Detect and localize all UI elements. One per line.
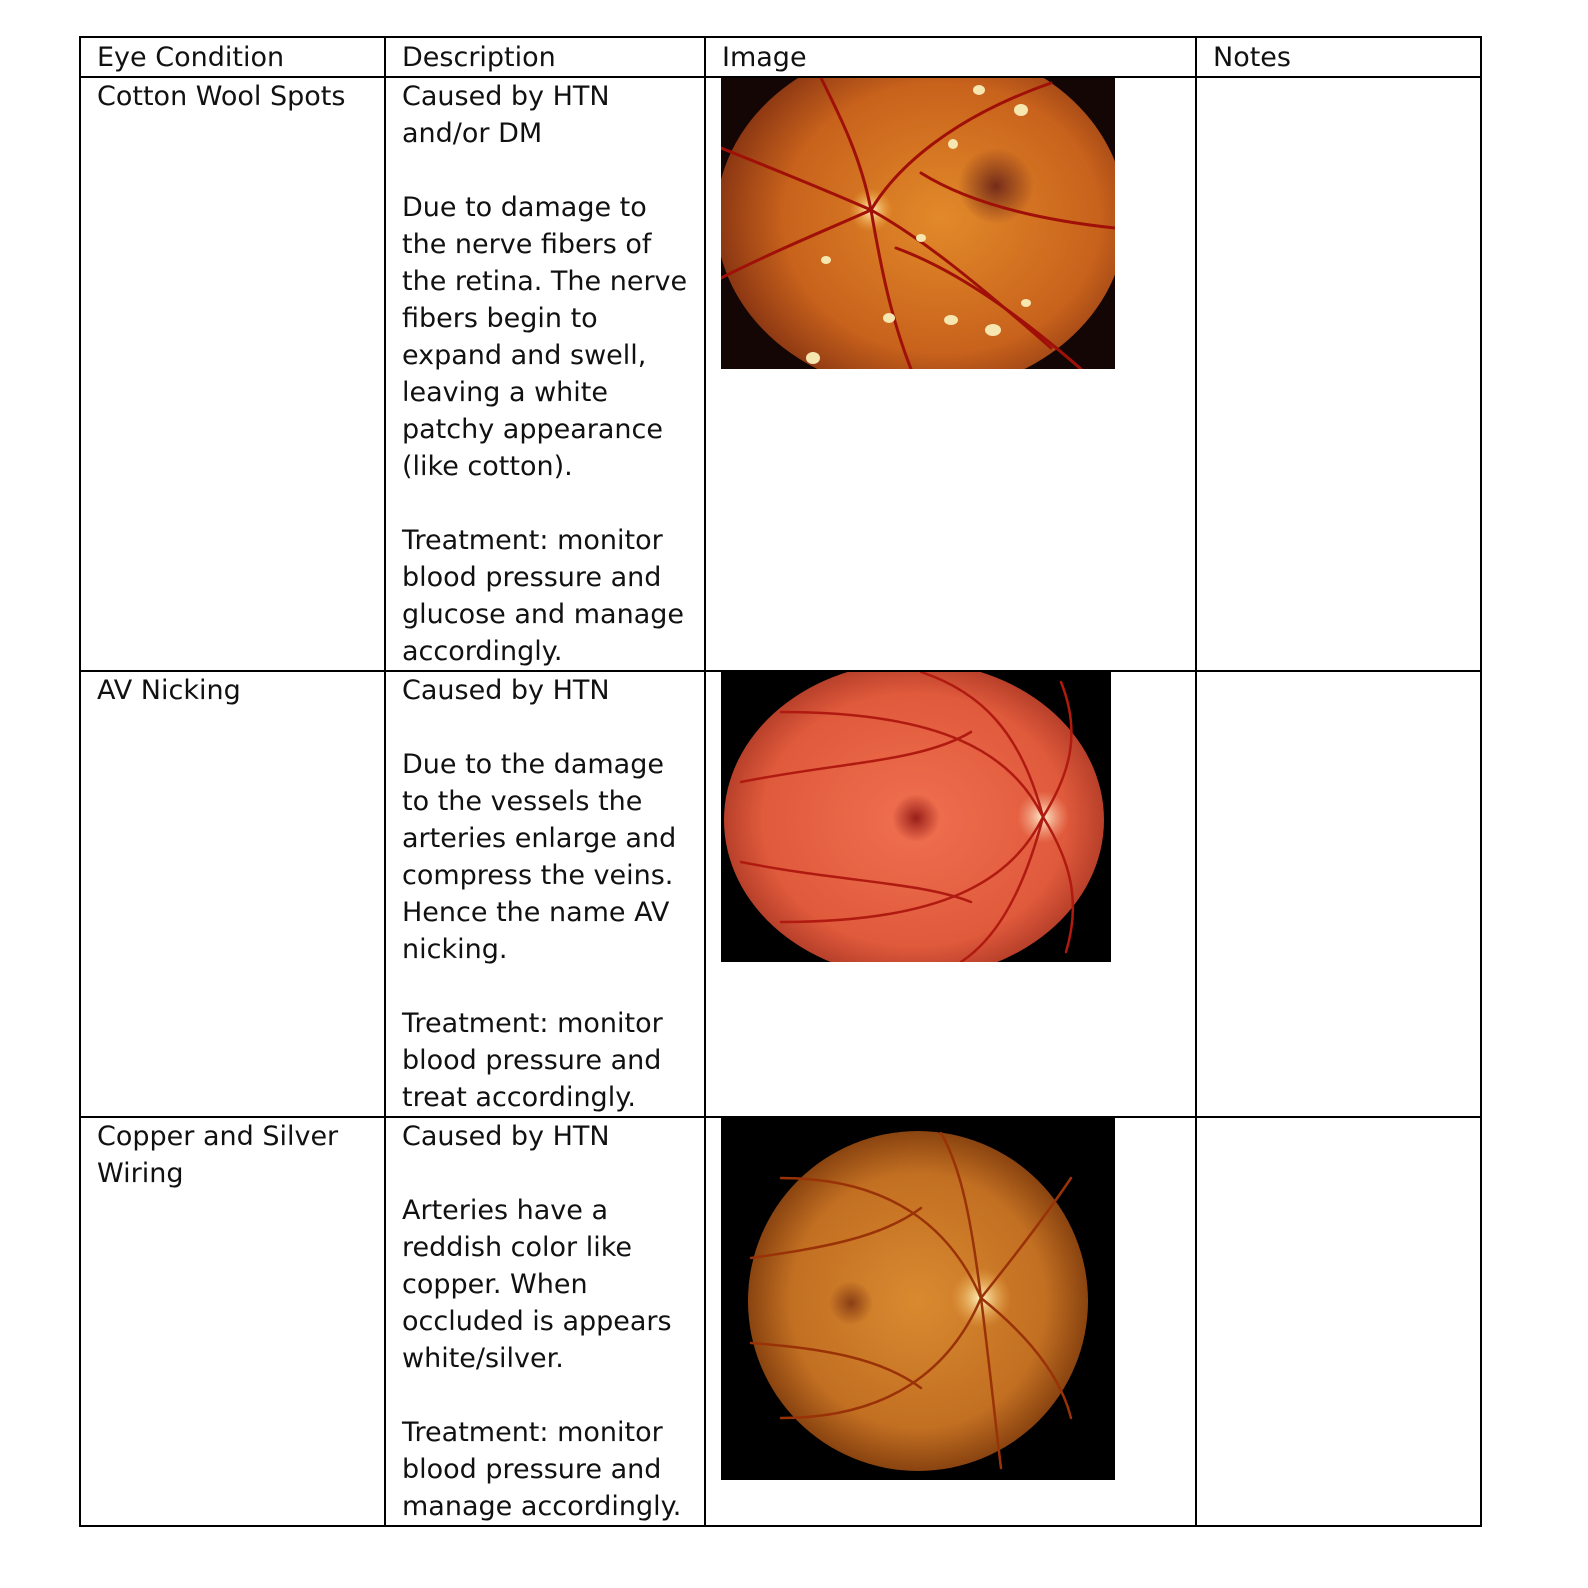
description-treatment: Treatment: monitor blood pressure and glucose and manage accordingly. (402, 525, 685, 667)
notes-cell (1196, 77, 1481, 671)
fundus-photo-av-nicking (721, 672, 1111, 962)
description-cause: Caused by HTN (402, 1121, 610, 1152)
image-cell (705, 671, 1196, 1117)
eye-conditions-table (79, 36, 1482, 1527)
fundus-photo-copper-silver-wiring (721, 1118, 1115, 1480)
description-cell (385, 1117, 705, 1526)
header-row (80, 37, 1481, 77)
eye-conditions-table-wrapper (79, 36, 1480, 1527)
image-cell (705, 1117, 1196, 1526)
table-row (80, 671, 1481, 1117)
condition-cell: Copper and Silver Wiring (80, 1117, 385, 1526)
description-cause: Caused by HTN and/or DM (402, 81, 610, 149)
header-description: Description (385, 37, 705, 77)
condition-cell: AV Nicking (80, 671, 385, 1117)
table-row (80, 1117, 1481, 1526)
description-detail: Due to damage to the nerve fibers of the retina. The nerve fibers begin to expand and swell, leaving a white patchy appearance (like cotton). (402, 192, 688, 482)
description-cause: Caused by HTN (402, 675, 610, 706)
description-cell (385, 77, 705, 671)
header-eye-condition: Eye Condition (80, 37, 385, 77)
condition-cell: Cotton Wool Spots (80, 77, 385, 671)
image-cell (705, 77, 1196, 671)
description-detail: Due to the damage to the vessels the arteries enlarge and compress the veins. Hence the name AV nicking. (402, 749, 677, 965)
notes-cell (1196, 671, 1481, 1117)
description-treatment: Treatment: monitor blood pressure and treat accordingly. (402, 1008, 663, 1113)
fundus-photo-cotton-wool-spots (721, 78, 1115, 369)
notes-cell (1196, 1117, 1481, 1526)
header-image: Image (705, 37, 1196, 77)
description-detail: Arteries have a reddish color like copper. When occluded is appears white/silver. (402, 1195, 672, 1374)
header-notes: Notes (1196, 37, 1481, 77)
description-cell (385, 671, 705, 1117)
description-treatment: Treatment: monitor blood pressure and manage accordingly. (402, 1417, 682, 1522)
table-row (80, 77, 1481, 671)
